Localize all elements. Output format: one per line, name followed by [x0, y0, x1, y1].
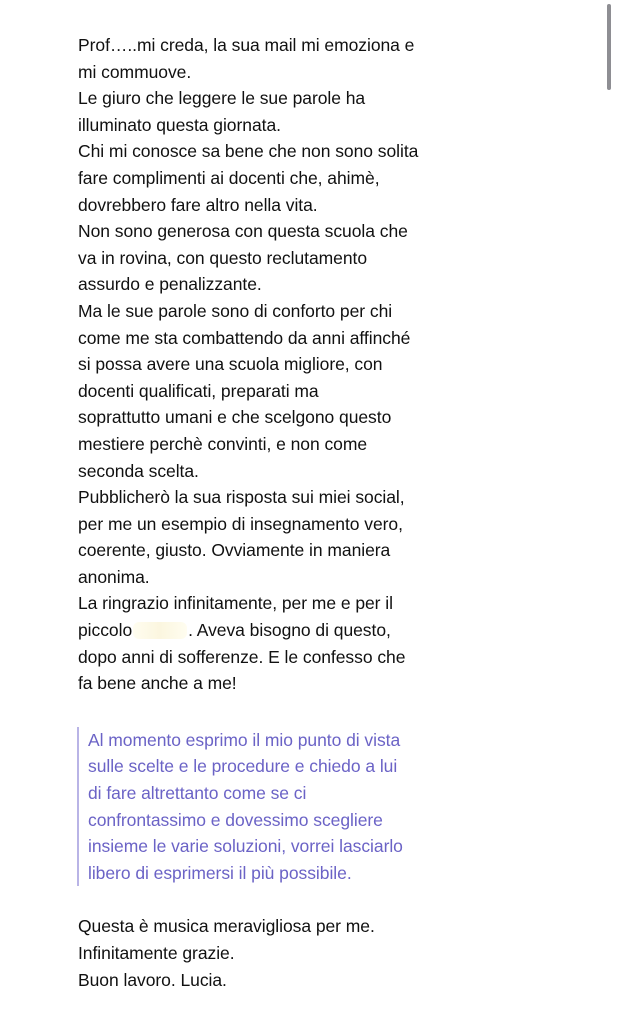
redacted-name-blur — [133, 622, 187, 639]
quoted-line: confrontassimo e dovessimo scegliere — [88, 809, 383, 830]
message-paragraphs — [78, 32, 588, 697]
email-message-body — [78, 32, 588, 993]
closing-line: Infinitamente grazie. — [78, 943, 235, 963]
body-line: Non sono generosa con questa scuola che — [78, 221, 408, 242]
quoted-line: sulle scelte e le procedure e chiedo a lui — [88, 756, 398, 777]
body-line: assurdo e penalizzante. — [78, 274, 262, 295]
body-line: Ma le sue parole sono di conforto per chi — [78, 300, 393, 321]
body-line: Le giuro che leggere le sue parole ha — [78, 88, 366, 109]
body-line: fare complimenti ai docenti che, ahimè, — [78, 167, 380, 188]
body-line: va in rovina, con questo reclutamento — [78, 247, 368, 268]
quoted-text-block — [77, 727, 588, 887]
body-line-redacted — [78, 617, 588, 644]
body-line: docenti qualificati, preparati ma — [78, 380, 319, 401]
redacted-line-after: . Aveva bisogno di questo, — [188, 620, 391, 641]
redacted-line-before: piccolo — [78, 620, 133, 641]
body-line: anonima. — [78, 566, 150, 587]
quoted-line: libero di esprimersi il più possibile. — [88, 862, 352, 883]
body-line: come me sta combattendo da anni affinché — [78, 327, 411, 348]
body-line: coerente, giusto. Ovviamente in maniera — [78, 540, 391, 561]
body-line: soprattutto umani e che scelgono questo — [78, 407, 392, 428]
body-line: si possa avere una scuola migliore, con — [78, 354, 383, 375]
signature-line: Buon lavoro. Lucia. — [78, 969, 227, 990]
body-line: dovrebbero fare altro nella vita. — [78, 194, 318, 215]
body-line: La ringrazio infinitamente, per me e per il — [78, 593, 393, 614]
body-line: dopo anni di sofferenze. E le confesso che — [78, 646, 406, 667]
quoted-line: Al momento esprimo il mio punto di vista — [88, 729, 401, 750]
body-line: Pubblicherò la sua risposta sui miei social, — [78, 487, 405, 508]
body-line: fa bene anche a me! — [78, 673, 237, 694]
body-line: mi commuove. — [78, 61, 192, 82]
quoted-line: insieme le varie soluzioni, vorrei lasciarlo — [88, 836, 403, 857]
body-line: illuminato questa giornata. — [78, 114, 281, 135]
closing-line: Questa è musica meravigliosa per me. — [78, 916, 375, 937]
closing-paragraph — [78, 913, 588, 993]
body-line: Chi mi conosce sa bene che non sono solita — [78, 141, 419, 162]
body-line: seconda scelta. — [78, 460, 199, 481]
scrollbar[interactable] — [607, 4, 611, 90]
body-line: per me un esempio di insegnamento vero, — [78, 513, 403, 534]
body-line: mestiere perchè convinti, e non come — [78, 433, 368, 454]
quoted-line: di fare altrettanto come se ci — [88, 783, 307, 804]
body-line: Prof…..mi creda, la sua mail mi emoziona e — [78, 35, 415, 55]
